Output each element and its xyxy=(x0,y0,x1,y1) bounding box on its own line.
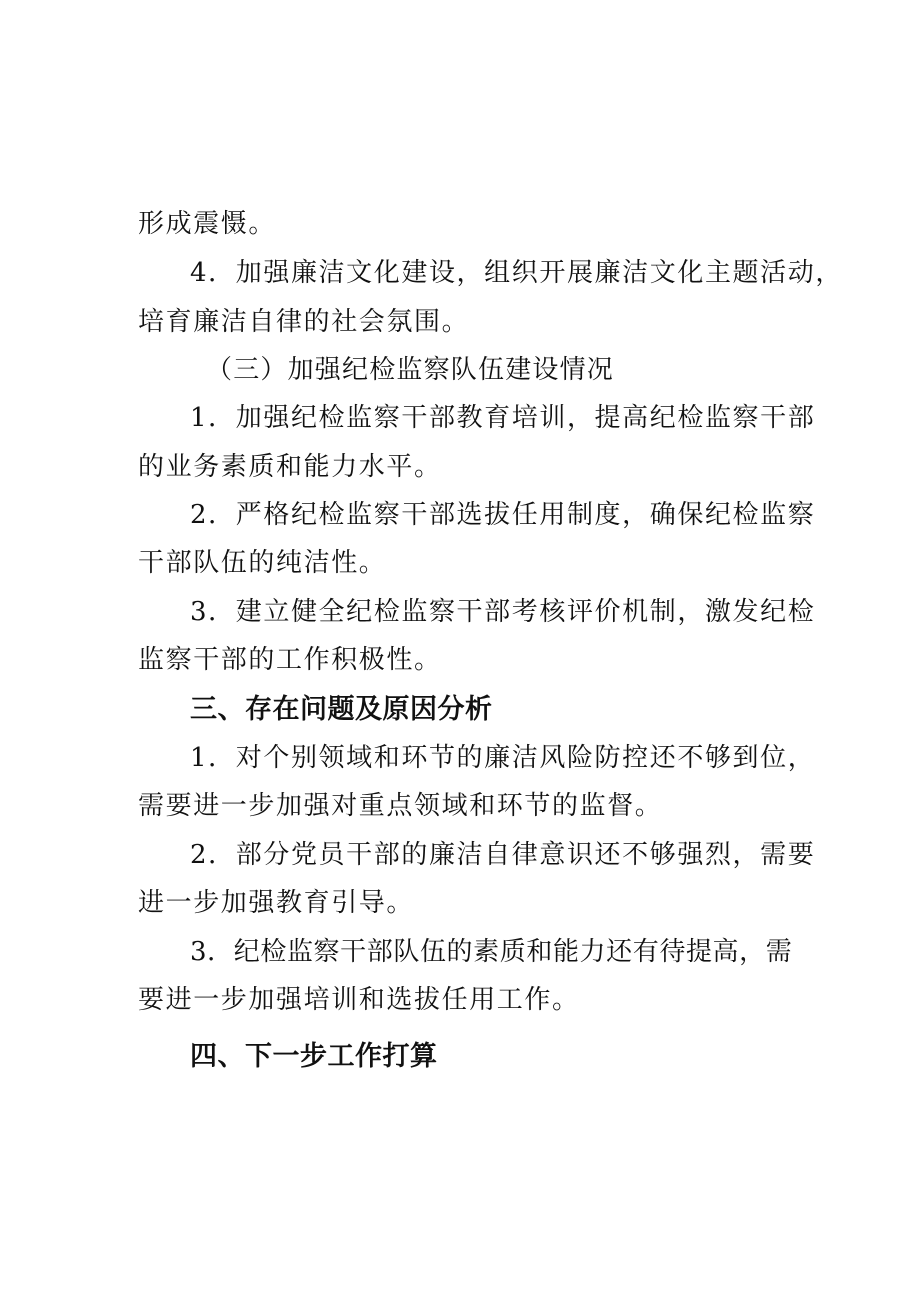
body-line: 干部队伍的纯洁性。 xyxy=(138,548,387,578)
section-heading: 四、下一步工作打算 xyxy=(190,1041,438,1072)
section-heading: 三、存在问题及原因分析 xyxy=(190,694,493,725)
subsection-heading: （三）加强纪检监察队伍建设情况 xyxy=(206,355,615,385)
body-line: 进一步加强教育引导。 xyxy=(138,888,415,918)
body-line: 培育廉洁自律的社会氛围。 xyxy=(138,307,470,337)
body-line: 要进一步加强培训和选拔任用工作。 xyxy=(138,985,580,1015)
body-line: 形成震慑。 xyxy=(138,209,277,239)
list-item-text: 4．加强廉洁文化建设，组织开展廉洁文化主题活动， xyxy=(190,258,843,288)
body-line: 的业务素质和能力水平。 xyxy=(138,452,442,482)
list-item-text: 2．部分党员干部的廉洁自律意识还不够强烈，需要 xyxy=(190,840,816,870)
list-item-text: 1．对个别领域和环节的廉洁风险防控还不够到位， xyxy=(190,743,816,773)
body-line: 需要进一步加强对重点领域和环节的监督。 xyxy=(138,791,663,821)
list-item-text: 2．严格纪检监察干部选拔任用制度，确保纪检监察 xyxy=(190,500,816,530)
body-line: 监察干部的工作积极性。 xyxy=(138,645,442,675)
list-item-text: 3．建立健全纪检监察干部考核评价机制，激发纪检 xyxy=(190,597,816,627)
list-item-text: 3．纪检监察干部队伍的素质和能力还有待提高，需 xyxy=(190,937,793,967)
list-item-text: 1．加强纪检监察干部教育培训，提高纪检监察干部 xyxy=(190,403,816,433)
